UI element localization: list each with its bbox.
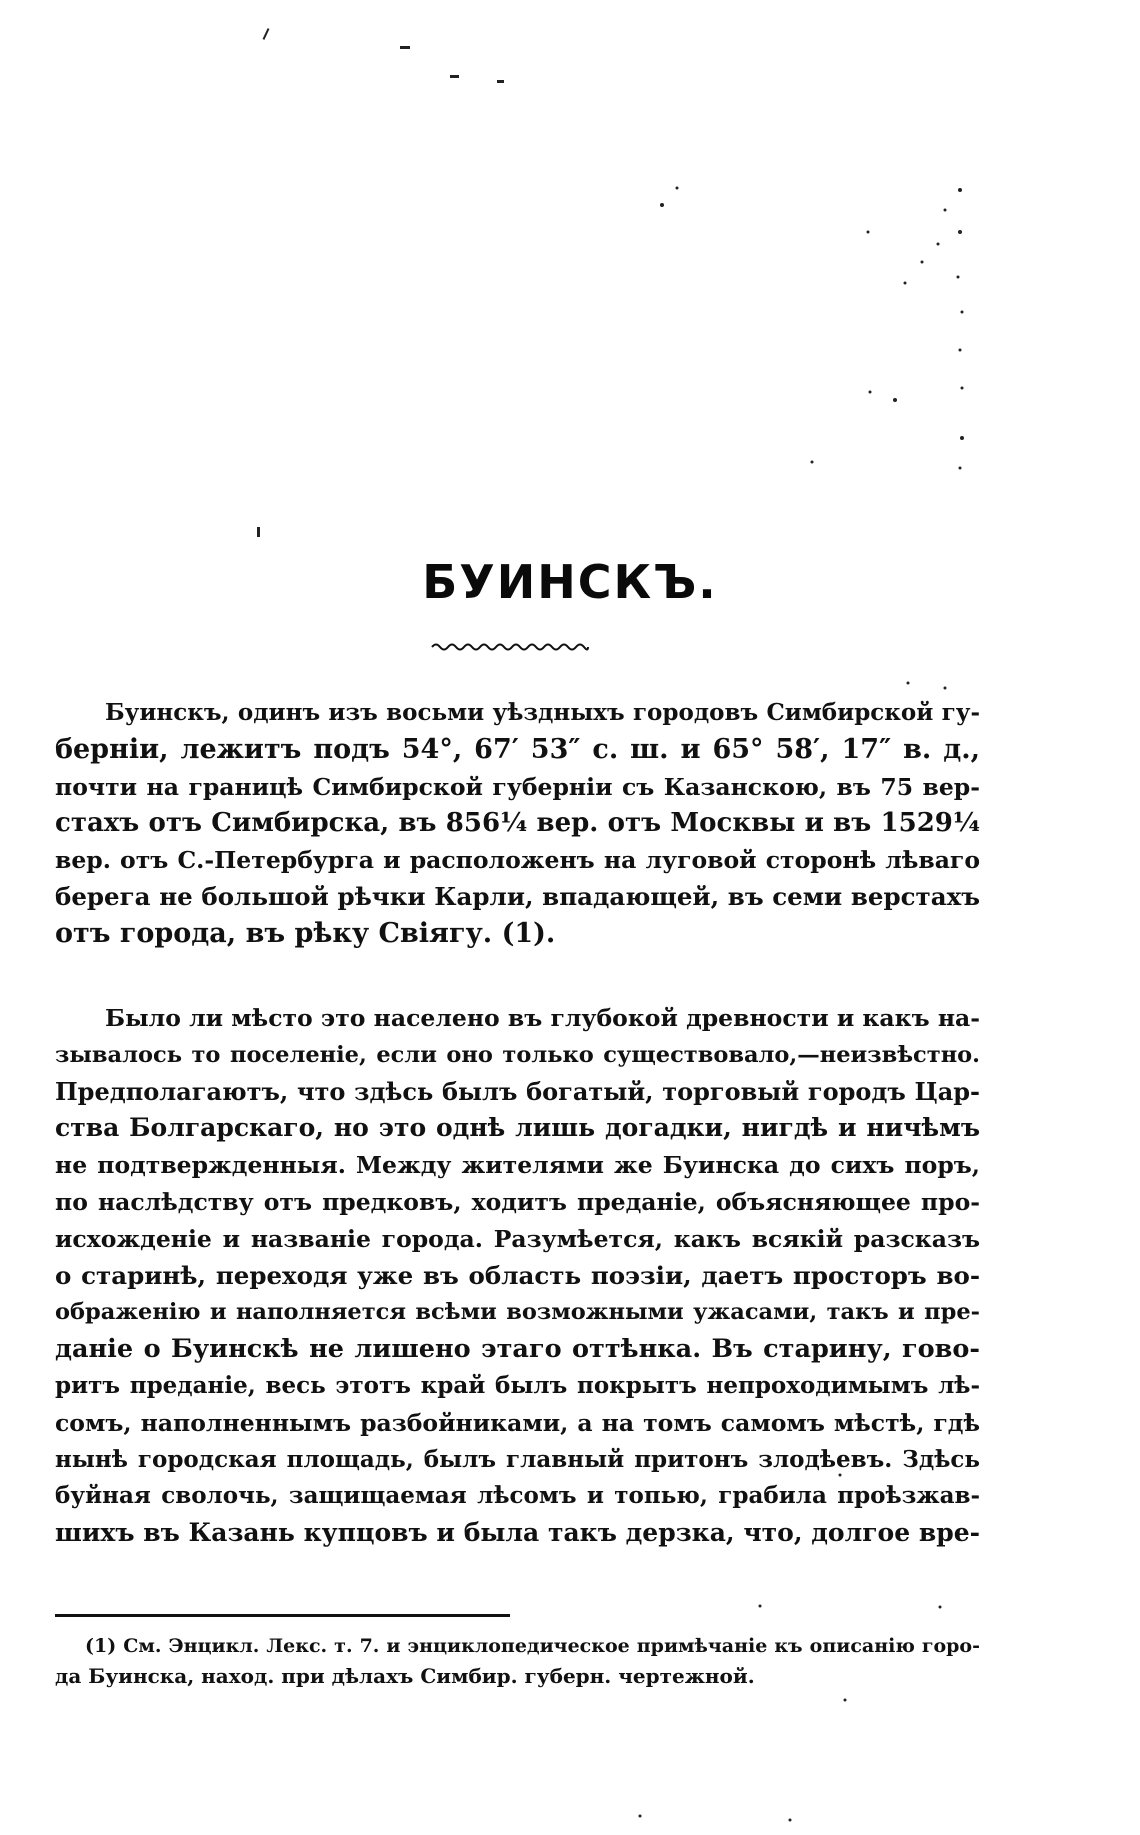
text-line: ображенію и наполняется всѣми возможными ужасами, такъ и пре- <box>55 1299 980 1326</box>
text-line: не подтвержденныя. Между жителями же Буинска до сихъ поръ, <box>55 1151 980 1180</box>
text-line: берега не большой рѣчки Карли, впадающей, въ семи верстахъ <box>55 881 980 911</box>
text-line: Буинскъ, одинъ изъ восьми уѣздныхъ городовъ Симбирской гу- <box>105 699 980 726</box>
footnote <box>55 1631 980 1691</box>
text-line: берніи, лежитъ подъ 54°, 67′ 53″ с. ш. и 65° 58′, 17″ в. д., <box>55 733 980 765</box>
text-line: ритъ преданіе, весь этотъ край былъ покрытъ непроходимымъ лѣ- <box>55 1371 980 1399</box>
footnote-line: да Буинска, наход. при дѣлахъ Симбир. губерн. чертежной. <box>55 1664 755 1688</box>
text-line: исхожденіе и названіе города. Разумѣется, какъ всякій разсказъ <box>55 1224 980 1253</box>
text-line: шихъ въ Казань купцовъ и была такъ дерзка, что, долгое вре- <box>55 1518 980 1548</box>
text-line: Было ли мѣсто это населено въ глубокой древности и какъ на- <box>105 1004 980 1032</box>
text-line: нынѣ городская площадь, былъ главный притонъ злодѣевъ. Здѣсь <box>55 1445 980 1473</box>
text-line: стахъ отъ Симбирска, въ 856¼ вер. отъ Москвы и въ 1529¼ <box>55 808 980 839</box>
text-line: вер. отъ С.-Петербурга и расположенъ на луговой сторонѣ лѣваго <box>55 846 980 875</box>
paragraph-2 <box>55 1000 980 1552</box>
text-line: буйная сволочь, защищаемая лѣсомъ и топью, грабила проѣзжав- <box>55 1482 980 1510</box>
text-line: отъ города, въ рѣку Свіягу. (1). <box>55 917 556 949</box>
paragraph-1 <box>55 695 980 953</box>
text-line: по наслѣдству отъ предковъ, ходитъ преданіе, объясняющее про- <box>55 1187 980 1216</box>
text-line: Предполагаютъ, что здѣсь былъ богатый, торговый городъ Цар- <box>55 1076 980 1106</box>
text-line: ства Болгарскаго, но это однѣ лишь догадки, нигдѣ и ничѣмъ <box>55 1113 980 1143</box>
footnote-line: (1) См. Энцикл. Лекс. т. 7. и энциклопедическое примѣчаніе къ описанію горо- <box>85 1635 980 1657</box>
footnote-divider <box>55 1614 510 1617</box>
text-line: зывалось то поселеніе, если оно только существовало,—неизвѣстно. <box>55 1041 980 1068</box>
page-title: БУИНСКЪ. <box>422 555 718 609</box>
text-line: о старинѣ, переходя уже въ область поэзіи, даетъ просторъ во- <box>55 1260 980 1290</box>
text-line: сомъ, наполненнымъ разбойниками, а на томъ самомъ мѣстѣ, гдѣ <box>55 1408 980 1437</box>
text-line: почти на границѣ Симбирской губерніи съ Казанскою, въ 75 вер- <box>55 772 980 801</box>
text-line: даніе о Буинскѣ не лишено этаго оттѣнка. Въ старину, гово- <box>55 1334 980 1365</box>
title-ornament <box>430 640 590 654</box>
